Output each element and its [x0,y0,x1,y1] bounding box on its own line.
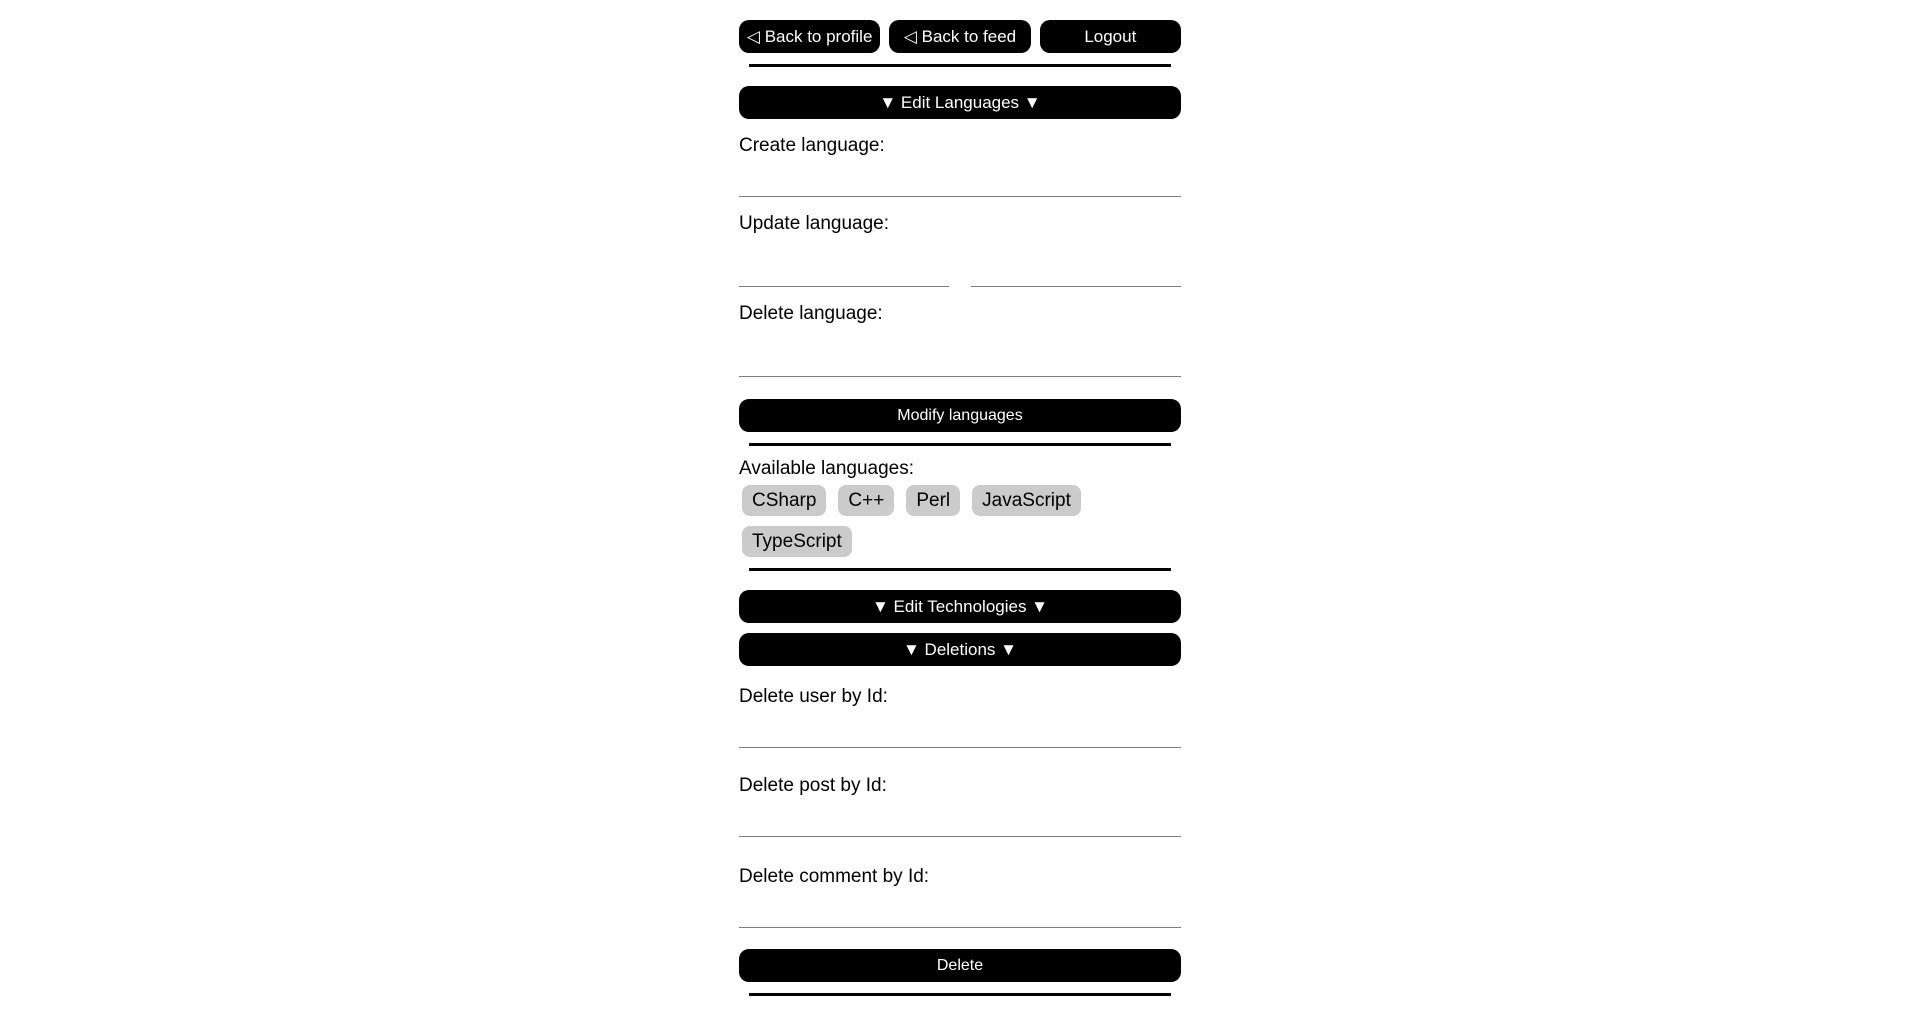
update-language-from-input[interactable] [739,235,949,287]
bottom-divider [749,993,1171,996]
language-tag: CSharp [742,485,826,516]
delete-button[interactable]: Delete [739,949,1181,982]
update-language-row [739,235,1181,287]
admin-panel [739,0,1181,996]
delete-post-input[interactable] [739,797,1181,837]
language-tag: C++ [838,485,894,516]
delete-user-input[interactable] [739,708,1181,748]
edit-technologies-toggle[interactable]: ▼ Edit Technologies ▼ [739,590,1181,623]
delete-comment-input[interactable] [739,888,1181,928]
update-language-label: Update language: [739,213,890,234]
language-tag: Perl [906,485,960,516]
back-to-profile-button[interactable]: ◁ Back to profile [739,20,880,53]
edit-languages-toggle[interactable]: ▼ Edit Languages ▼ [739,86,1181,119]
delete-post-label: Delete post by Id: [739,775,887,796]
logout-button[interactable]: Logout [1040,20,1181,53]
languages-bottom-divider [749,568,1171,571]
delete-language-input[interactable] [739,325,1181,377]
delete-language-label: Delete language: [739,303,883,324]
deletions-toggle[interactable]: ▼ Deletions ▼ [739,633,1181,666]
create-language-input[interactable] [739,157,1181,197]
delete-comment-label: Delete comment by Id: [739,866,930,887]
update-language-to-input[interactable] [971,235,1181,287]
language-tag: JavaScript [972,485,1081,516]
available-languages-label: Available languages: [739,458,915,479]
top-divider [749,64,1171,67]
back-to-feed-button[interactable]: ◁ Back to feed [889,20,1030,53]
create-language-label: Create language: [739,135,885,156]
language-tag: TypeScript [742,526,852,557]
available-languages-list [739,485,1181,557]
top-nav [739,20,1181,53]
languages-divider [749,443,1171,446]
delete-user-label: Delete user by Id: [739,686,888,707]
modify-languages-button[interactable]: Modify languages [739,399,1181,432]
